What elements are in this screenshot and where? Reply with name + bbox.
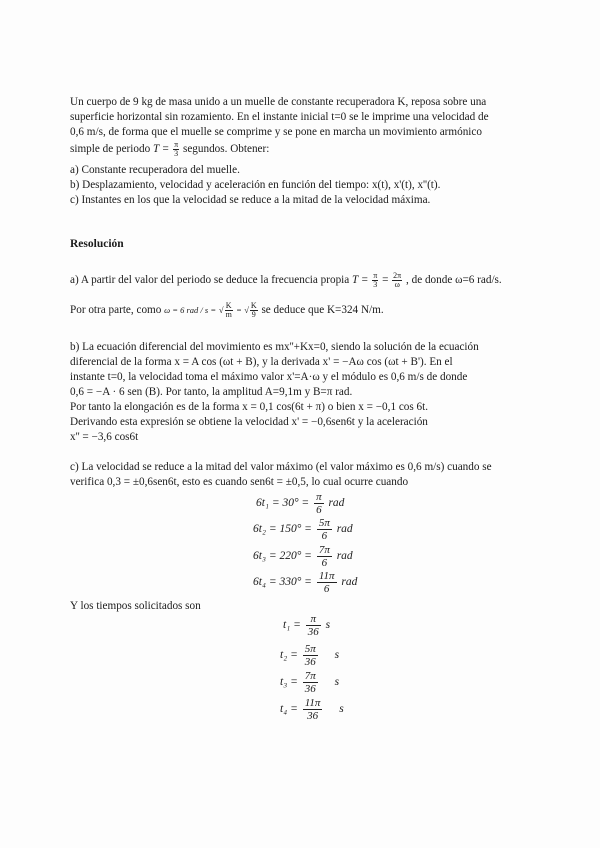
part-a-text-1: a) A partir del valor del periodo se deduce la frecuencia propia [70,274,350,287]
equation-num: 5π [318,517,330,529]
equation-num: π [316,491,322,503]
equation-unit: rad [341,576,358,589]
times-intro: Y los tiempos solicitados son [70,600,201,612]
omega-expression: ω = 6 rad / s = [164,305,217,316]
time-lhs: t₄ = [280,703,298,716]
angle-equation-2 [253,517,353,542]
equation-den: 6 [321,530,328,542]
angle-equation-3 [253,544,353,569]
time-num: 7π [304,670,316,682]
fraction-num: K [225,301,232,310]
fraction-num: 2π [393,271,402,280]
time-den: 36 [304,683,316,695]
period-denominator: 3 [174,149,179,158]
time-unit: s [325,619,331,632]
time-equation-4 [280,697,344,722]
part-a-text-2: , de donde ω=6 rad/s. [406,274,502,287]
angle-equation-4 [253,570,357,595]
resolution-heading: Resolución [70,238,124,250]
intro-line-2: superficie horizontal sin rozamiento. En el instante inicial t=0 se le imprime una velocidad de [70,111,489,123]
time-num: 5π [304,643,316,655]
part-a-text-4: se deduce que K=324 N/m. [261,304,384,317]
part-a-line-2: Por otra parte, como ω = 6 rad / s = √ $\frac{K}{m}$ = √ $\frac{K}{9}$ se deduce que K=324 N/m. [70,301,384,319]
time-equation-3 [280,670,339,695]
part-b-line-6: Derivando esta expresión se obtiene la velocidad x' = −0,6sen6t y la aceleración [70,416,428,428]
equation-unit: rad [336,523,353,536]
item-a: a) Constante recuperadora del muelle. [70,164,240,176]
fraction-den: 9 [251,310,256,319]
time-unit: s [334,649,340,662]
time-lhs: t₃ = [280,676,298,689]
equation-den: 6 [321,557,328,569]
time-equation-1 [283,613,330,638]
equation-lhs: 6t₃ = 220° = [253,550,312,563]
time-num: π [306,613,321,626]
equals-sign: = [382,274,389,287]
fraction-den: m [225,310,232,319]
time-lhs: t₂ = [280,649,298,662]
fraction-num: K [250,301,257,310]
equation-num: 7π [318,544,330,556]
part-b-line-4: 0,6 = −A · 6 sen (B). Por tanto, la amplitud A=9,1m y B=π rad. [70,386,353,398]
sqrt-k-m [225,302,233,319]
angle-equation-1 [256,491,344,516]
part-b-line-2: diferencial de la forma x = A cos (ωt + B), y la derivada x' = −Aω cos (ωt + B'). En el [70,356,453,368]
part-b-line-1: b) La ecuación diferencial del movimiento es mx''+Kx=0, siendo la solución de la ecuación [70,341,479,353]
period-symbol: T = [152,143,170,156]
part-c-line-2: verifica 0,3 = ±0,6sen6t, esto es cuando sen6t = ±0,5, lo cual ocurre cuando [70,476,409,488]
equation-lhs: 6t₄ = 330° = [253,576,312,589]
period-numerator: π [174,140,179,149]
time-den: 36 [307,710,319,722]
part-a-text-3: Por otra parte, como [70,304,162,317]
time-unit: s [334,676,340,689]
equation-lhs: 6t₁ = 30° = [256,497,310,510]
intro-line-3: 0,6 m/s, de forma que el muelle se comprime y se pone en marcha un movimiento armónico [70,126,482,138]
intro-line-4 [70,141,269,158]
time-equation-2 [280,643,339,668]
sqrt-k-9 [250,302,258,319]
time-den: 36 [307,626,319,638]
fraction-num: π [373,271,378,280]
fraction-2pi-omega [392,272,402,289]
intro-line-4-b: segundos. Obtener: [182,143,270,156]
time-den: 36 [304,656,316,668]
part-a-line-1 [70,272,502,289]
equation-den: 6 [316,504,322,516]
time-unit: s [339,703,344,716]
time-lhs: t₁ = [283,619,301,632]
part-b-line-3: instante t=0, la velocidad toma el máximo valor x'=A·ω y el módulo es 0,6 m/s de donde [70,371,468,383]
period-fraction [173,141,179,158]
item-c: c) Instantes en los que la velocidad se reduce a la mitad de la velocidad máxima. [70,194,431,206]
period-symbol-a: T = [352,274,369,287]
equation-lhs: 6t₂ = 150° = [253,523,312,536]
part-b-line-5: Por tanto la elongación es de la forma x = 0,1 cos(6t + π) o bien x = −0,1 cos 6t. [70,401,429,413]
equation-den: 6 [323,583,330,595]
item-b: b) Desplazamiento, velocidad y aceleración en función del tiempo: x(t), x'(t), x''(t). [70,179,441,191]
time-num: 11π [304,697,321,709]
intro-line-4-a: simple de periodo [70,143,151,156]
intro-line-1: Un cuerpo de 9 kg de masa unido a un muelle de constante recuperadora K, reposa sobre una [70,96,487,108]
equation-num: 11π [318,570,335,582]
fraction-den: ω [394,280,400,289]
equals-sign: = [236,305,242,316]
fraction-pi-3 [372,272,378,289]
part-c-line-1: c) La velocidad se reduce a la mitad del valor máximo (el valor máximo es 0,6 m/s) cuando se [70,461,492,473]
equation-unit: rad [336,550,353,563]
fraction-den: 3 [373,280,378,289]
equation-unit: rad [328,497,345,510]
part-b-line-7: x'' = −3,6 cos6t [70,431,139,443]
